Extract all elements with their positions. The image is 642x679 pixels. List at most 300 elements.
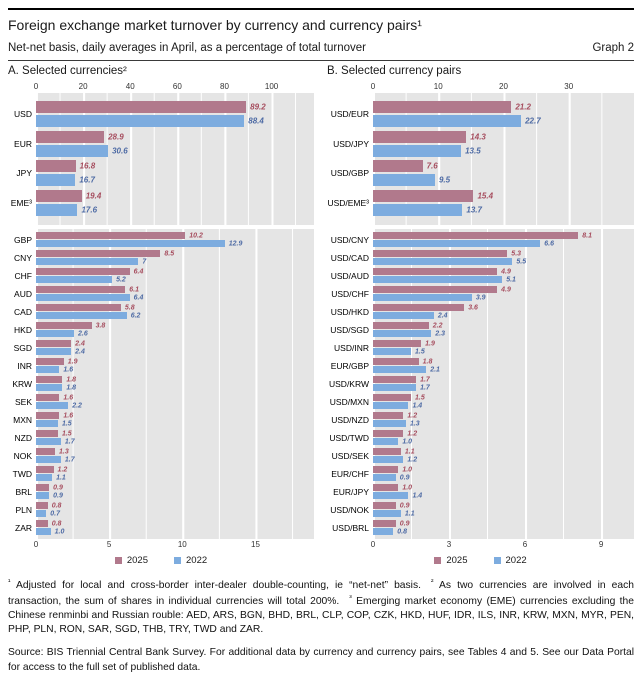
value-label-2025: 1.2 — [57, 466, 68, 473]
value-label-2022: 0.9 — [53, 492, 63, 499]
bar-2025 — [373, 131, 466, 143]
bar-group — [36, 339, 314, 357]
footnote-3-text: Emerging market economy (EME) currencies excluding the Chinese renminbi and Russian rouble: AED, ARS, BGN, BHD, BRL, CLP, COP, CZK, HKD, HUF, IDR, ILS, INR, KRW, MXN, MYR, PEN, PHP, PLN, RON, SAR, SGD, THB, TRY, TWD and ZAR. — [8, 595, 634, 636]
bar-2025 — [373, 250, 507, 257]
category-label: EUR/CHF — [331, 468, 369, 479]
bar-line — [36, 376, 314, 383]
bar-2025 — [36, 322, 92, 329]
axis-tick-label: 20 — [78, 81, 88, 91]
bar-line — [373, 348, 634, 355]
category-label: USD/AUD — [330, 270, 369, 281]
plot-area — [36, 229, 314, 539]
category-label: TWD — [12, 468, 32, 479]
legend-marker-2022-icon — [494, 557, 501, 564]
bar-group — [373, 357, 634, 375]
value-label-2022: 1.8 — [66, 384, 77, 391]
top-rule — [8, 8, 634, 10]
value-label-2022: 1.4 — [412, 402, 423, 409]
footnote-2-text: As two currencies are involved in each transaction, the sum of shares in individual currencies will total 200%. — [8, 579, 634, 607]
bar-group — [36, 393, 314, 411]
bar-2022 — [36, 384, 62, 391]
value-label-2022: 1.7 — [420, 384, 430, 391]
page-title: Foreign exchange market turnover by currency and currency pairs¹ — [8, 17, 422, 33]
bar-group — [36, 519, 314, 537]
value-label-2025: 1.5 — [415, 394, 425, 401]
category-label: HKD — [14, 324, 32, 335]
bar-group — [36, 267, 314, 285]
bar-line — [373, 322, 634, 329]
bar-2022 — [373, 528, 393, 535]
category-label: EME³ — [10, 197, 32, 208]
bar-2022 — [36, 348, 71, 355]
category-label: USD/NOK — [330, 504, 369, 515]
bar-line — [36, 101, 314, 113]
value-label-2025: 19.4 — [85, 191, 102, 201]
category-labels — [8, 229, 36, 539]
panel-b-title: B. Selected currency pairs — [327, 64, 462, 77]
bar-2022 — [373, 438, 398, 445]
bar-group — [373, 321, 634, 339]
bar-2022 — [36, 528, 51, 535]
bar-group — [373, 375, 634, 393]
bar-line — [373, 448, 634, 455]
bar-line — [373, 160, 634, 172]
bar-2025 — [36, 430, 58, 437]
bar-line — [373, 438, 634, 445]
chart-selected-currencies-major — [8, 81, 314, 225]
bar-line — [36, 340, 314, 347]
bar-2025 — [373, 448, 401, 455]
plot-body — [8, 229, 314, 539]
value-label-2025: 21.2 — [515, 102, 531, 112]
plot-area — [373, 229, 634, 539]
legend-item-2025 — [434, 555, 467, 566]
category-label: JPY — [16, 168, 32, 179]
bar-line — [373, 330, 634, 337]
category-label: INR — [17, 360, 32, 371]
bar-group — [36, 188, 314, 218]
value-label-2022: 16.7 — [79, 175, 95, 185]
bar-line — [36, 294, 314, 301]
bar-line — [373, 384, 634, 391]
bar-2022 — [373, 330, 431, 337]
bar-line — [36, 268, 314, 275]
bar-2025 — [36, 484, 49, 491]
bar-group — [373, 285, 634, 303]
bar-line — [36, 420, 314, 427]
chart-selected-currencies-other — [8, 229, 314, 551]
legend-label-2025: 2025 — [126, 555, 148, 566]
bar-group — [36, 357, 314, 375]
legend-marker-2022-icon — [174, 557, 181, 564]
category-label: PLN — [15, 504, 32, 515]
bar-2025 — [373, 466, 398, 473]
plot-area — [36, 93, 314, 225]
value-label-2022: 6.4 — [133, 294, 144, 301]
bar-line — [36, 384, 314, 391]
bar-2025 — [36, 250, 160, 257]
bar-line — [36, 520, 314, 527]
category-label: MXN — [13, 414, 32, 425]
bar-line — [36, 502, 314, 509]
bar-group — [36, 100, 314, 130]
bar-2022 — [36, 145, 108, 157]
value-label-2025: 89.2 — [250, 102, 266, 112]
bar-line — [36, 358, 314, 365]
footnote-1-marker: ¹ — [8, 576, 11, 586]
bar-2022 — [36, 115, 244, 127]
bar-2022 — [373, 174, 435, 186]
bar-line — [373, 101, 634, 113]
bar-2022 — [36, 510, 46, 517]
bar-2022 — [36, 366, 59, 373]
legend-panel-a — [8, 554, 314, 568]
bar-2025 — [36, 340, 71, 347]
bar-line — [36, 322, 314, 329]
bar-line — [373, 286, 634, 293]
bar-line — [373, 528, 634, 535]
bar-line — [36, 232, 314, 239]
value-label-2025: 0.9 — [399, 502, 410, 509]
category-label: BRL — [15, 486, 32, 497]
bar-2025 — [373, 268, 497, 275]
bar-line — [36, 174, 314, 186]
bar-2025 — [373, 322, 429, 329]
bar-2022 — [373, 240, 540, 247]
bar-group — [373, 465, 634, 483]
value-label-2025: 7.6 — [426, 161, 438, 171]
category-label: CHF — [14, 270, 32, 281]
bar-line — [373, 510, 634, 517]
category-label: NOK — [13, 450, 32, 461]
value-label-2022: 1.2 — [407, 456, 418, 463]
bar-line — [373, 204, 634, 216]
category-label: USD/EME³ — [327, 197, 369, 208]
bar-line — [373, 190, 634, 202]
axis-tick-label: 15 — [251, 539, 260, 549]
category-label: USD/SEK — [331, 450, 369, 461]
chart-currency-pairs-major — [327, 81, 634, 225]
bar-2022 — [373, 276, 502, 283]
bar-line — [373, 484, 634, 491]
bar-line — [36, 456, 314, 463]
bar-2025 — [36, 394, 59, 401]
category-label: CNY — [14, 252, 32, 263]
bar-group — [36, 231, 314, 249]
panel-a — [8, 65, 314, 568]
source-line — [8, 646, 634, 674]
bar-line — [373, 240, 634, 247]
bar-group — [373, 303, 634, 321]
bar-line — [373, 358, 634, 365]
value-label-2025: 0.9 — [399, 520, 410, 527]
bar-line — [36, 160, 314, 172]
value-label-2025: 4.9 — [501, 268, 511, 275]
bar-group — [373, 339, 634, 357]
bar-line — [36, 448, 314, 455]
bar-2025 — [373, 160, 423, 172]
axis-tick-label: 6 — [522, 539, 528, 549]
bar-line — [373, 174, 634, 186]
bar-line — [36, 474, 314, 481]
value-label-2025: 0.8 — [51, 502, 62, 509]
value-label-2022: 1.0 — [54, 528, 65, 535]
bar-line — [373, 456, 634, 463]
bar-line — [36, 115, 314, 127]
bar-line — [36, 240, 314, 247]
category-label: USD/INR — [334, 342, 369, 353]
bar-line — [36, 348, 314, 355]
plot-area — [373, 93, 634, 225]
data-portal-link[interactable]: Data Portal — [582, 647, 634, 659]
bar-group — [373, 188, 634, 218]
bar-2022 — [373, 492, 408, 499]
bar-2022 — [36, 438, 61, 445]
bar-2022 — [373, 384, 416, 391]
bar-line — [373, 312, 634, 319]
value-label-2025: 6.1 — [129, 286, 139, 293]
category-label: CAD — [14, 306, 32, 317]
value-label-2025: 1.6 — [63, 394, 74, 401]
axis-tick-label: 0 — [370, 81, 376, 91]
bar-2022 — [36, 276, 112, 283]
value-label-2022: 1.4 — [412, 492, 423, 499]
category-label: USD/JPY — [333, 138, 369, 149]
bar-2022 — [373, 348, 411, 355]
value-label-2022: 2.4 — [75, 348, 85, 355]
bar-line — [373, 502, 634, 509]
bar-line — [373, 466, 634, 473]
category-labels — [327, 93, 373, 225]
category-label: USD/HKD — [330, 306, 369, 317]
value-label-2025: 1.2 — [407, 412, 418, 419]
bar-line — [373, 115, 634, 127]
value-label-2025: 3.8 — [95, 322, 106, 329]
category-label: USD/MXN — [329, 396, 369, 407]
bar-2025 — [373, 502, 396, 509]
legend-item-2025 — [115, 555, 148, 566]
category-label: EUR/JPY — [333, 486, 369, 497]
axis-tick-label: 0 — [33, 539, 39, 549]
bar-2022 — [36, 330, 74, 337]
value-label-2022: 5.1 — [506, 276, 516, 283]
value-label-2025: 1.9 — [425, 340, 435, 347]
value-label-2025: 4.9 — [501, 286, 511, 293]
bar-line — [373, 520, 634, 527]
bar-group — [373, 447, 634, 465]
bar-2025 — [373, 520, 396, 527]
bar-group — [36, 159, 314, 189]
axis-tick-label: 5 — [106, 539, 112, 549]
bar-line — [36, 484, 314, 491]
bar-2025 — [373, 394, 411, 401]
bar-line — [36, 204, 314, 216]
category-label: USD/CNY — [330, 234, 369, 245]
value-label-2022: 1.5 — [415, 348, 425, 355]
value-label-2022: 7 — [142, 258, 147, 265]
axis-tick-label: 10 — [433, 81, 443, 91]
value-label-2022: 1.5 — [61, 420, 72, 427]
value-label-2025: 10.2 — [189, 232, 203, 239]
bar-line — [373, 131, 634, 143]
x-axis — [370, 81, 634, 93]
bar-2025 — [373, 376, 416, 383]
bar-line — [373, 268, 634, 275]
bar-2022 — [36, 258, 138, 265]
bar-line — [36, 131, 314, 143]
bar-group — [373, 159, 634, 189]
bar-group — [373, 393, 634, 411]
legend-label-2022: 2022 — [505, 555, 527, 566]
bar-line — [373, 145, 634, 157]
bar-2025 — [36, 286, 125, 293]
source-text-post: for access to the full set of published data. — [8, 661, 201, 673]
value-label-2025: 2.2 — [432, 322, 443, 329]
bar-line — [373, 366, 634, 373]
value-label-2022: 1.7 — [64, 438, 75, 445]
value-label-2025: 16.8 — [79, 161, 96, 171]
footnote-1-text: Adjusted for local and cross-border inter-dealer double-counting, ie “net-net” basis. — [16, 579, 421, 591]
bar-2022 — [36, 174, 75, 186]
category-label: EUR/GBP — [330, 360, 369, 371]
bar-line — [373, 376, 634, 383]
bar-line — [373, 492, 634, 499]
value-label-2025: 5.8 — [124, 304, 135, 311]
value-label-2022: 6.6 — [544, 240, 554, 247]
bar-line — [36, 510, 314, 517]
bar-group — [36, 501, 314, 519]
value-label-2022: 3.9 — [475, 294, 486, 301]
bar-group — [373, 267, 634, 285]
axis-tick-label: 30 — [564, 81, 574, 91]
bar-group — [373, 129, 634, 159]
category-label: USD — [14, 109, 32, 120]
value-label-2022: 6.2 — [130, 312, 141, 319]
bar-line — [36, 304, 314, 311]
legend-marker-2025-icon — [115, 557, 122, 564]
value-label-2025: 28.9 — [108, 132, 124, 142]
axis-tick-label: 10 — [177, 539, 187, 549]
bar-group — [36, 375, 314, 393]
value-label-2022: 1.0 — [402, 438, 413, 445]
legend-label-2022: 2022 — [186, 555, 208, 566]
category-label: USD/KRW — [329, 378, 369, 389]
value-label-2025: 3.6 — [468, 304, 478, 311]
value-label-2025: 1.2 — [407, 430, 418, 437]
footnote-2-marker: ² — [430, 576, 434, 586]
bar-group — [373, 483, 634, 501]
bar-group — [36, 447, 314, 465]
category-label: KRW — [12, 378, 32, 389]
bar-line — [373, 420, 634, 427]
value-label-2022: 1.6 — [63, 366, 74, 373]
bar-line — [36, 394, 314, 401]
category-label: SEK — [14, 396, 32, 407]
value-label-2025: 1.9 — [67, 358, 78, 365]
value-label-2022: 1.1 — [56, 474, 66, 481]
value-label-2025: 1.8 — [422, 358, 433, 365]
source-text-pre: Source: BIS Triennial Central Bank Survey. For additional data by currency and currency pairs, see Tables 4 and 5. See our — [8, 647, 583, 659]
value-label-2025: 8.5 — [164, 250, 175, 257]
bar-2022 — [373, 145, 461, 157]
value-label-2025: 0.9 — [53, 484, 63, 491]
bar-line — [36, 330, 314, 337]
plot-body — [327, 93, 634, 225]
bar-2025 — [36, 448, 55, 455]
category-labels — [327, 229, 373, 539]
value-label-2022: 0.9 — [399, 474, 410, 481]
axis-tick-label: 3 — [446, 539, 452, 549]
bar-2025 — [36, 304, 121, 311]
header-divider — [8, 60, 634, 61]
bar-line — [373, 250, 634, 257]
value-label-2022: 5.5 — [516, 258, 527, 265]
bar-2025 — [373, 412, 403, 419]
value-label-2022: 88.4 — [248, 116, 264, 126]
bar-2022 — [36, 204, 77, 216]
bar-group — [373, 249, 634, 267]
bar-line — [36, 402, 314, 409]
value-label-2022: 13.5 — [465, 146, 481, 156]
graph-number-label: Graph 2 — [592, 41, 634, 54]
value-label-2022: 2.2 — [72, 402, 82, 409]
charts-area — [8, 65, 634, 568]
bar-line — [36, 412, 314, 419]
value-label-2022: 12.9 — [228, 240, 243, 247]
bar-line — [36, 492, 314, 499]
bar-2022 — [373, 312, 434, 319]
bar-group — [373, 100, 634, 130]
axis-tick-label: 20 — [499, 81, 508, 91]
value-label-2022: 22.7 — [525, 116, 541, 126]
panel-b — [327, 65, 634, 568]
axis-tick-label: 100 — [264, 81, 279, 91]
bar-line — [36, 145, 314, 157]
bar-group — [373, 411, 634, 429]
bar-2022 — [373, 420, 406, 427]
category-label: ZAR — [15, 522, 32, 533]
value-label-2025: 5.3 — [511, 250, 522, 257]
category-labels — [8, 93, 36, 225]
category-label: USD/BRL — [332, 522, 369, 533]
bar-line — [36, 466, 314, 473]
bar-line — [373, 258, 634, 265]
subtitle: Net-net basis, daily averages in April, as a percentage of total turnover — [8, 41, 366, 54]
value-label-2022: 1.7 — [64, 456, 75, 463]
bar-2022 — [373, 115, 521, 127]
bar-group — [36, 483, 314, 501]
bar-line — [36, 430, 314, 437]
bar-2022 — [373, 402, 408, 409]
value-label-2025: 1.3 — [59, 448, 69, 455]
category-label: EUR — [14, 138, 32, 149]
value-label-2022: 2.6 — [78, 330, 88, 337]
bar-2022 — [373, 366, 426, 373]
value-label-2025: 8.1 — [582, 232, 592, 239]
value-label-2022: 2.4 — [437, 312, 448, 319]
footnote-3-marker: ³ — [349, 592, 352, 602]
category-label: USD/NZD — [331, 414, 369, 425]
plot-body — [8, 93, 314, 225]
bar-group — [36, 129, 314, 159]
bar-2022 — [36, 402, 68, 409]
bar-line — [373, 474, 634, 481]
value-label-2022: 17.6 — [81, 205, 98, 215]
legend-item-2022 — [174, 555, 207, 566]
value-label-2022: 5.2 — [116, 276, 126, 283]
bar-2025 — [373, 484, 398, 491]
category-label: GBP — [14, 234, 32, 245]
